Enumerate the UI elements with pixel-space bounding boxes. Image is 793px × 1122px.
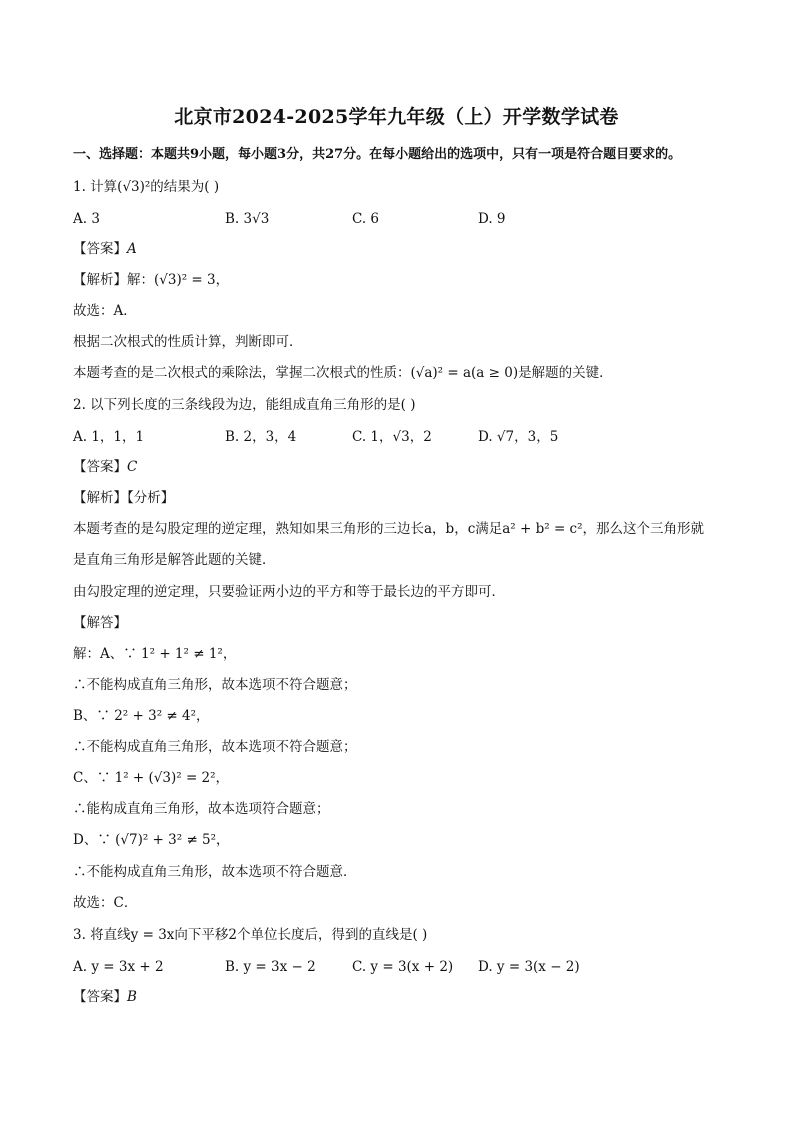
- option-b: B. y = 3x − 2: [225, 959, 316, 975]
- analysis-line: C、∵ 1² + (√3)² = 2²，: [73, 770, 230, 786]
- analysis-line: 本题考查的是勾股定理的逆定理，熟知如果三角形的三边长a，b，c满足a² + b² = c²，那么这个三角形就: [73, 521, 705, 537]
- question-3-stem: 3. 将直线y = 3x向下平移2个单位长度后，得到的直线是( ): [73, 927, 428, 943]
- analysis-line: ∴能构成直角三角形，故本选项符合题意；: [73, 801, 330, 817]
- option-b: B. 3√3: [225, 211, 270, 227]
- answer-label: 【答案】: [73, 459, 127, 475]
- analysis-line: 【解析】【分析】: [73, 490, 175, 506]
- analysis-line: B、∵ 2² + 3² ≠ 4²，: [73, 708, 210, 724]
- analysis-line: ∴不能构成直角三角形，故本选项不符合题意；: [73, 677, 357, 693]
- question-1-answer: [73, 240, 753, 258]
- analysis-line: 本题考查的是二次根式的乘除法，掌握二次根式的性质：(√a)² = a(a ≥ 0)是解题的关键．: [73, 365, 613, 381]
- answer-label: 【答案】: [73, 241, 127, 257]
- option-a: A. 3: [73, 211, 100, 227]
- analysis-line: ∴不能构成直角三角形，故本选项不符合题意；: [73, 739, 357, 755]
- option-a: A. 1，1，1: [73, 429, 145, 445]
- option-b: B. 2，3，4: [225, 429, 297, 445]
- answer-value: B: [127, 989, 137, 1005]
- analysis-line: 是直角三角形是解答此题的关键．: [73, 552, 276, 568]
- option-c: C. 6: [352, 211, 380, 227]
- option-d: D. √7，3，5: [478, 429, 559, 445]
- section-heading: 一、选择题：本题共9小题，每小题3分，共27分。在每小题给出的选项中，只有一项是符合题目要求的。: [73, 147, 682, 162]
- option-d: D. 9: [478, 211, 506, 227]
- option-c: C. y = 3(x + 2): [352, 959, 454, 975]
- analysis-line: 【解答】: [73, 615, 127, 631]
- analysis-line: 【解析】解：(√3)² = 3，: [73, 272, 230, 288]
- question-2-answer: [73, 458, 753, 476]
- analysis-line: 故选：C．: [73, 895, 138, 911]
- analysis-line: ∴不能构成直角三角形，故本选项不符合题意．: [73, 864, 357, 880]
- page-title: 北京市2024-2025学年九年级（上）开学数学试卷: [174, 106, 619, 128]
- analysis-line: 故选：A．: [73, 303, 137, 319]
- answer-value: C: [127, 459, 138, 475]
- analysis-line: 根据二次根式的性质计算，判断即可．: [73, 334, 303, 350]
- option-d: D. y = 3(x − 2): [478, 959, 580, 975]
- option-a: A. y = 3x + 2: [73, 959, 164, 975]
- answer-value: A: [127, 241, 137, 257]
- question-1-stem: 1. 计算(√3)²的结果为( ): [73, 179, 220, 195]
- option-c: C. 1，√3，2: [352, 429, 432, 445]
- answer-label: 【答案】: [73, 989, 127, 1005]
- analysis-line: 由勾股定理的逆定理，只要验证两小边的平方和等于最长边的平方即可．: [73, 584, 505, 600]
- analysis-line: 解：A、∵ 1² + 1² ≠ 1²，: [73, 646, 237, 662]
- question-3-answer: [73, 988, 753, 1006]
- question-2-stem: 2. 以下列长度的三条线段为边，能组成直角三角形的是( ): [73, 397, 416, 413]
- analysis-line: D、∵ (√7)² + 3² ≠ 5²，: [73, 832, 230, 848]
